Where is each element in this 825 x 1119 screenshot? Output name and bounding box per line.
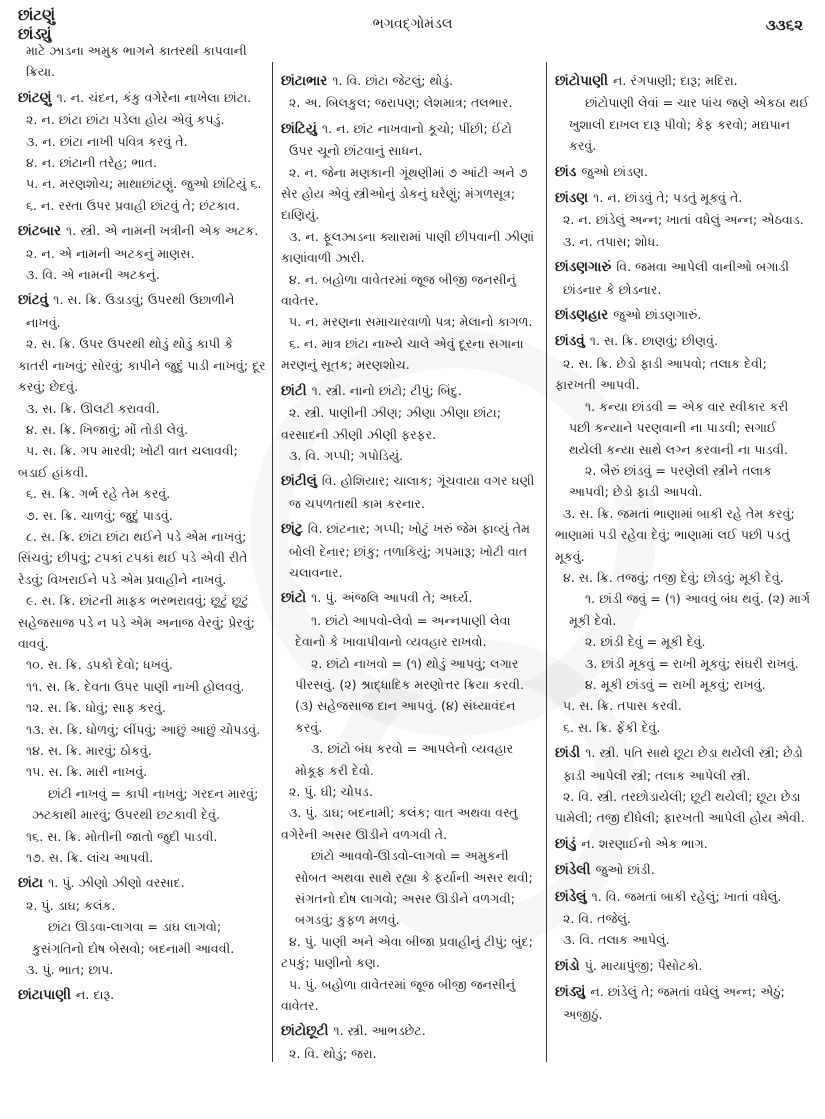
entry-sense — [555, 717, 811, 738]
entry-phrase — [555, 674, 811, 695]
entry-sense — [18, 152, 266, 173]
headword: છાંટાભાર — [281, 73, 328, 89]
headword: છાંડણગારું — [555, 259, 612, 276]
entry-sense — [18, 719, 266, 740]
definition-text: ૨. પું. ડાઘ; કલંક. — [26, 897, 116, 913]
entry-sense — [281, 226, 535, 269]
dictionary-entry — [281, 118, 535, 162]
entry-phrase — [555, 460, 811, 503]
entry-sense — [18, 109, 266, 130]
definition-text: ૮. સ. ક્રિ. છાંટા છાંટા થઈને પડે એમ નાખવું; સિંચવું; છીપવું; ટપકાં ટપકાં થઈ પડે એવી રીતે રેડવું; વિખરાઈને પડે એમ પ્રવાહીને નાખવું. — [18, 528, 248, 587]
entry-phrase — [281, 653, 535, 739]
page-title: ભગવદ્ગોમંડલ — [372, 16, 453, 32]
dictionary-entry — [18, 220, 266, 242]
definition-text: વિ. જમવા આપેલી વાનીઓ બગાડી છાંડનાર કે છોડનાર. — [563, 259, 789, 297]
definition-text: ૫. સ. ક્રિ. ગપ મારવી; ખોટી વાત ચલાવવી; બડાઈ હાંકવી. — [18, 443, 238, 480]
dictionary-entry — [555, 955, 811, 977]
entry-phrase — [555, 653, 811, 674]
column-divider — [272, 62, 273, 1062]
dictionary-entry — [555, 187, 811, 209]
definition-text: ૫. પું. બહોળા વાવેતરમાં જૂજ બીજી જનસીનું વાવેતર. — [281, 976, 516, 1014]
definition-text: ૩. છાંટો બંધ કરવો = આપલેનો વ્યવહાર મોકૂફ કરી દેવો. — [295, 741, 514, 778]
definition-text: ૨. ન. જેના મણકાની ગૂંથણીમાં ૭ આંટી અને ૭ સેર હોય એવું સ્ત્રીઓનું ડોકનું ઘરેણું; મંગળસૂત્ર; દાણિયું. — [281, 164, 528, 223]
dictionary-column-3 — [555, 66, 811, 1025]
entry-sense — [18, 419, 266, 440]
entry-sense — [18, 440, 266, 483]
definition-text: ૧. ન. ચંદન, કંકુ વગેરેના નાખેલા છાંટા. — [56, 89, 252, 105]
definition-text: ૧૧. સ. ક્રિ. દેવતા ઉપર પાણી નાખી હોલવવું. — [26, 678, 245, 694]
definition-text: ૩. છાંડી મૂકવું = રાખી મૂકવું; સંઘરી રાખવું. — [585, 655, 799, 671]
dictionary-entry — [555, 330, 811, 352]
entry-sense — [555, 209, 811, 230]
headword: છાંડું — [555, 835, 577, 852]
entry-sense — [18, 333, 266, 397]
entry-phrase — [555, 396, 811, 460]
definition-text: ૫. ન. મરણશોચ; માથાછાંટણું. જુઓ છાંટિયું ૬. — [26, 176, 262, 192]
definition-text: ૩. સ. ક્રિ. જમતાં ભાણામાં બાકી રહે તેમ કરવું; ભાણામાં પડી રહેવા દેવું; ભાણામાં લઈ પછી પડતું મૂકવું. — [555, 505, 795, 564]
entry-phrase — [18, 783, 266, 826]
definition-text: ૧. સ્ત્રી. નાનો છાંટો; ટીપું; બિંદુ. — [311, 382, 462, 398]
entry-sense — [18, 264, 266, 285]
definition-text: વિ. હોશિયાર; ચાલાક; ગૂંચવાયા વગર ઘણી જ ચપળતાથી કામ કરનાર. — [289, 473, 535, 511]
entry-sense — [18, 398, 266, 419]
definition-text: ૨. પું. ઘી; ચોપડ. — [289, 784, 373, 799]
headword: છાંડ — [555, 163, 577, 180]
definition-text: ૧. ન. છાંડવું તે; પડતું મૂકવું તે. — [593, 190, 743, 206]
entry-sense — [281, 402, 535, 445]
definition-text: ૪. મૂકી છાંડવું = રાખી મૂકવું; રાખવું. — [585, 676, 766, 692]
entry-sense — [18, 697, 266, 718]
definition-text: ૨. છાંડી દેવું = મૂકી દેવું. — [585, 634, 706, 650]
definition-text: ૨. સ. ક્રિ. ઉપર ઉપરથી થોડું થોડું કાપી કે કાતરી નાખવું; સોરવું; કાપીને જુદું પાડી નાખવું; દૂર કરવું; છેદવું. — [18, 336, 266, 395]
entry-sense — [18, 195, 266, 216]
definition-text: ૩. ન. તપાસ; શોધ. — [563, 233, 660, 249]
definition-text: જુઓ છાંડણગારું. — [613, 307, 702, 323]
definition-text: પું. માયાપુંજી; પૈસોટકો. — [584, 957, 703, 973]
entry-sense — [555, 353, 811, 396]
definition-text: જુઓ છાંડણ. — [581, 163, 648, 179]
headword: છાંટોપાણી — [555, 73, 609, 89]
entry-sense — [281, 1043, 535, 1064]
column-divider — [546, 62, 547, 1062]
dictionary-entry — [555, 70, 811, 92]
definition-text: ૨. ન. એ નામની અટકનું માણસ. — [26, 245, 195, 261]
entry-sense — [281, 445, 535, 466]
definition-text: ૧. સ. ક્રિ. ઉડાડવું; ઉપરથી ઉછાળીને નાખવું. — [26, 292, 235, 330]
entry-sense — [281, 781, 535, 802]
headword: છાંટાપાણી — [18, 987, 71, 1004]
definition-text: ૨. છાંટો નાખવો = (૧) થોડું આપવું; લગાર પીરસવું. (૨) શ્રાદ્ધાદિક મરણોત્તર ક્રિયા કરવી. (૩) સહેજસાજ દાન આપવું. (૪) સંધ્યાવંદન કરવું. — [295, 655, 525, 735]
definition-text: ન. શરણાઈનો એક ભાગ. — [581, 835, 708, 851]
headword: છાંડેલી — [555, 862, 591, 879]
entry-sense — [281, 162, 535, 226]
definition-text: ૧. સ્ત્રી. પતિ સાથે છૂટા છેડા થયેલી સ્ત્રી; છેડો ફાડી આપેલી સ્ત્રી; તલાક આપેલી સ્ત્રી. — [563, 745, 803, 783]
entry-sense — [281, 269, 535, 312]
dictionary-entry — [18, 87, 266, 109]
entry-sense — [555, 567, 811, 588]
definition-text: ૨. સ્ત્રી. પાણીની ઝીણ; ઝીણા ઝીણા છાંટા; વરસાદની ઝીણી ઝીણી ફરફર. — [281, 405, 501, 442]
definition-text: ન. દારૂ. — [75, 987, 115, 1003]
definition-text: ૫. ન. મરણના સમાચારવાળો પત્ર; મેલાનો કાગળ. — [289, 314, 533, 330]
definition-text: ૧૪. સ. ક્રિ. મારવું; ઠોકવું. — [26, 743, 152, 758]
headword: છાંડ્યું — [555, 984, 586, 1001]
definition-text: ૬. સ. ક્રિ. ફેંકી દેવું. — [563, 719, 661, 735]
definition-text: ૧. ન. છાંટ નાખવાનો કૂચો; પીંછી; ઈંટો ઉપર ચૂનો છાંટવાનું સાધન. — [289, 120, 512, 159]
definition-text: ૪. ન. બહોળા વાવેતરમાં જૂજ બીજી જનસીનું વાવેતર. — [281, 271, 516, 309]
definition-text: ૨. સ. ક્રિ. છેડો ફાડી આપવો; તલાક દેવી; ફારખતી આપવી. — [555, 355, 767, 393]
definition-text: ૭. સ. ક્રિ. ચાળવું; જુદું પાડવું. — [26, 507, 173, 523]
definition-text: ૪. ન. છાંટાની તરેહ; ભાત. — [26, 155, 158, 171]
entry-sense — [555, 908, 811, 929]
definition-text: ૩. પું. ભાત; છાપ. — [26, 962, 114, 978]
entry-phrase — [281, 738, 535, 781]
entry-sense — [18, 654, 266, 675]
definition-text: ૬. ન. રસ્તા ઉપર પ્રવાહી છાંટવું તે; છંટકાવ. — [26, 197, 240, 213]
definition-text: ૧. છાંડી જવું = (૧) આવવું બંધ થવું. (૨) માર્ગ મૂકી દેવો. — [569, 591, 811, 628]
definition-text: ૩. વિ. ગપ્પી; ગપોડિયું. — [289, 447, 404, 463]
dictionary-entry — [555, 859, 811, 881]
entry-sense — [18, 505, 266, 526]
headword: છાંટો — [281, 590, 307, 607]
definition-text: ૨. વિ. થોડું; જરા. — [289, 1045, 377, 1061]
definition-text: ૧. કન્યા છાંડવી = એક વાર સ્વીકાર કરી પછી કન્યાને પરણવાની ના પાડવી; સગાઈ થયેલી કન્યા સાથે લગ્ન કરવાની ના પાડવી. — [569, 398, 789, 457]
entry-sense — [18, 761, 266, 782]
dictionary-entry — [281, 587, 535, 609]
headword: છાંટોછૂટી — [281, 1023, 329, 1040]
dictionary-entry — [555, 981, 811, 1025]
definition-text: ૫. સ. ક્રિ. તપાસ કરવી. — [563, 698, 682, 714]
headword: છાંટી — [281, 382, 307, 399]
entry-phrase — [281, 845, 535, 931]
dictionary-entry — [281, 518, 535, 583]
dictionary-entry — [281, 1020, 535, 1042]
dictionary-entry — [555, 161, 811, 183]
entry-sense — [555, 786, 811, 829]
entry-sense — [281, 311, 535, 332]
entry-sense — [555, 503, 811, 567]
definition-text: છાંટી નાખવું = કાપી નાખવું; ગરદન મારવું; ઝટકાથી મારવું; ઉપરથી છટકાવી દેવું. — [32, 785, 259, 823]
definition-text: ન. છાંડેલું તે; જમતાં વધેલું અન્ન; એઠું; અજીઠું. — [563, 984, 785, 1022]
definition-text: ૧. સ્ત્રી. આભડછેટ. — [333, 1023, 426, 1039]
definition-text: ૩. ન. છાંટા નાખી પવિત્ર કરવું તે. — [26, 133, 188, 149]
dictionary-entry — [281, 70, 535, 92]
dictionary-entry — [281, 380, 535, 402]
definition-text: ૬. સ. ક્રિ. ગર્ભ રહે તેમ કરવું. — [26, 486, 171, 502]
entry-sense — [18, 131, 266, 152]
dictionary-entry — [555, 886, 811, 908]
entry-sense — [281, 92, 535, 113]
entry-sense — [18, 826, 266, 847]
headword: છાંટીલું — [281, 473, 317, 490]
headword: છાંડેલું — [555, 888, 587, 905]
entry-sense — [18, 483, 266, 504]
definition-text: ન. રંગપાણી; દારૂ; મદિરા. — [613, 73, 738, 88]
headword: છાંડવું — [555, 333, 585, 350]
dictionary-column-1 — [18, 40, 266, 1007]
definition-text: ૪. સ. ક્રિ. તજવું; તજી દેવું; છોડવું; મૂકી દેવું. — [563, 569, 784, 585]
entry-sense — [18, 173, 266, 194]
definition-text: ૨. બૈરું છાંડવું = પરણેલી સ્ત્રીને તલાક આપવી; છેડો ફાડી આપવો. — [569, 462, 772, 500]
page-number: ૩૩૬૨ — [765, 16, 803, 34]
entry-sense — [18, 847, 266, 868]
dictionary-entry — [18, 289, 266, 333]
entry-sense — [18, 243, 266, 264]
definition-text: ૪. પું. પાણી અને એવા બીજા પ્રવાહીનું ટીપું; બુંદ; ટપકું; પાણીનો કણ. — [281, 933, 533, 971]
entry-sense — [555, 231, 811, 252]
entry-phrase — [18, 916, 266, 959]
definition-text: ૩. સ. ક્રિ. ઊલટી કરાવવી. — [26, 400, 160, 416]
entry-sense — [281, 802, 535, 845]
headword: છાંડણહાર — [555, 307, 609, 324]
headword: છાંટુ — [281, 521, 303, 538]
definition-text: માટે ઝાડના અમુક ભાગને કાતરથી કાપવાની ક્રિયા. — [26, 43, 247, 80]
entry-sense — [281, 333, 535, 376]
definition-text: ૧. વિ. જમતાં બાકી રહેલું; ખાતાં વધેલું. — [591, 888, 782, 904]
headword: છાંડી — [555, 745, 581, 762]
headword: છાંટબાર — [18, 223, 62, 240]
headword: છાંટિયું — [281, 120, 317, 137]
definition-text: ૧. સ્ત્રી. એ નામની ખત્રીની એક અટક. — [66, 223, 259, 239]
definition-text: ૧. વિ. છાંટા જેટલું; થોડું. — [332, 73, 454, 88]
definition-text: ૯. સ. ક્રિ. છાંટની માફક ભરભરાવવું; છૂટું છૂટું સહેજસાજ પડે ન પડે એમ અનાજ વેરવું; પ્રેરવું; વાવવું. — [18, 593, 255, 651]
entry-sense — [281, 974, 535, 1017]
entry-sense — [555, 695, 811, 716]
definition-text: ૧. છાંટો આપવો-લેવો = અન્નપાણી લેવા દેવાનો કે ખાવાપીવાનો વ્યવહાર રાખવો. — [295, 612, 511, 650]
dictionary-entry — [18, 872, 266, 894]
entry-sense — [555, 929, 811, 950]
definition-text: ૨. અ. બિલકુલ; જરાપણ; લેશમાત્ર; તલભાર. — [289, 95, 513, 111]
definition-text: ૧૩. સ. ક્રિ. ધોળવું; લીંપવું; આછું આછું ચોપડવું. — [26, 721, 261, 737]
dictionary-entry — [555, 304, 811, 326]
headword: છાંડો — [555, 957, 580, 974]
definition-text: ૧૨. સ. ક્રિ. ધોવું; સાફ કરવું. — [26, 700, 166, 716]
headword: છાંડણ — [555, 190, 589, 207]
definition-text: છાંટા ઊડવા-લાગવા = ડાઘ લાગવો; કુસંગતિનો દોષ બેસવો; બદનામી આવવી. — [32, 919, 235, 956]
entry-phrase — [555, 631, 811, 652]
definition-text: જુઓ છાંડી. — [595, 862, 655, 878]
definition-text: ૩. ન. ફૂલઝાડના ક્યારામાં પાણી છીપવાની ઝીણાં કાણાંવાળી ઝારી. — [281, 228, 535, 266]
entry-sense — [18, 676, 266, 697]
definition-text: ૧. સ. ક્રિ. છાણવું; છીણવું. — [589, 333, 718, 349]
definition-text: ૩. વિ. તલાક આપેલું. — [563, 932, 670, 948]
dictionary-entry — [18, 984, 266, 1006]
definition-text: ૬. ન. માત્ર છાંટા નાખ્યે ચાલે એવું દૂરના સગાના મરણનું સૂતક; મરણશોચ. — [281, 335, 524, 373]
definition-text: ૩. પું. ડાઘ; બદનામી; કલંક; વાત અથવા વસ્તુ વગેરેની અસર ઊડીને વળગવી તે. — [281, 805, 518, 842]
entry-sense — [18, 895, 266, 916]
headword: છાંટણું — [18, 89, 52, 106]
definition-text: ૧૦. સ. ક્રિ. ડપકો દેવો; ધખવું. — [26, 657, 173, 673]
headword: છાંટા — [18, 875, 44, 892]
entry-sense — [18, 526, 266, 590]
entry-sense — [18, 590, 266, 654]
definition-text: છાંટોપાણી લેવાં = ચાર પાંચ જણે એકઠા થઈ ખુશાલી દાખલ દારૂ પીવો; કેફ કરવો; મદ્યપાન કરવું. — [569, 95, 810, 154]
definition-text: ૪. સ. ક્રિ. ખિજાવું; મોં તોડી લેવું. — [26, 421, 189, 437]
definition-text: વિ. છાંટનાર; ગપ્પી; ખોટું ખરું જેમ ફાવ્યું તેમ બોલી દેનાર; છાંકુ; તળાકિયું; ગપમારૂ; ખોટી વાત ચલાવનાર. — [289, 521, 530, 580]
entry-sense — [18, 959, 266, 980]
dictionary-entry — [555, 256, 811, 300]
definition-text: ૨. ન. છાંડેલું અન્ન; ખાતાં વધેલું અન્ન; એઠવાડ. — [563, 212, 804, 228]
dictionary-column-2 — [281, 66, 535, 1064]
entry-sense — [281, 931, 535, 974]
definition-text: ૧. પું. ઝીણો ઝીણો વરસાદ. — [48, 875, 185, 891]
definition-text: ૨. વિ. સ્ત્રી. તરછોડાયેલી; છૂટી થયેલી; છૂટા છેડા પામેલી; તજી દીધેલી; ફારખતી આપેલી હોય એવી. — [555, 789, 805, 826]
dictionary-entry — [555, 833, 811, 855]
entry-phrase — [555, 92, 811, 156]
entry-continuation — [18, 40, 266, 83]
guide-word-first: છાંટણું — [18, 6, 56, 24]
entry-phrase — [281, 610, 535, 653]
definition-text: ૧૬. સ. ક્રિ. મોતીની જાતો જુદી પાડવી. — [26, 828, 218, 844]
definition-text: ૧૫. સ. ક્રિ. મારી નાખવું. — [26, 764, 148, 780]
headword: છાંટવું — [18, 292, 49, 309]
definition-text: ૨. ન. છાંટા છાંટા પડેલા હોય એવું કપડું. — [26, 112, 225, 128]
dictionary-entry — [555, 742, 811, 786]
guide-word-last: છાંડ્યું — [18, 25, 52, 43]
definition-text: ૨. વિ. તજેલું. — [563, 911, 631, 927]
definition-text: ૧૭. સ. ક્રિ. લાંચ આપવી. — [26, 850, 154, 866]
dictionary-entry — [281, 470, 535, 514]
definition-text: ૩. વિ. એ નામની અટકનું. — [26, 267, 160, 283]
entry-sense — [18, 740, 266, 761]
definition-text: છાંટો આવવો-ઊડવો-લાગવો = અમુકની સોબત અથવા સાથે રહ્યા કે ફર્યાની અસર થવી; સંગતનો દોષ લાગવો; અસર ઊડીને વળગવી; બગડવું; કુફળ મળવું. — [295, 848, 533, 928]
definition-text: ૧. પું. અંજલિ આપવી તે; અર્ઘ્ય. — [311, 590, 473, 606]
entry-phrase — [555, 588, 811, 631]
